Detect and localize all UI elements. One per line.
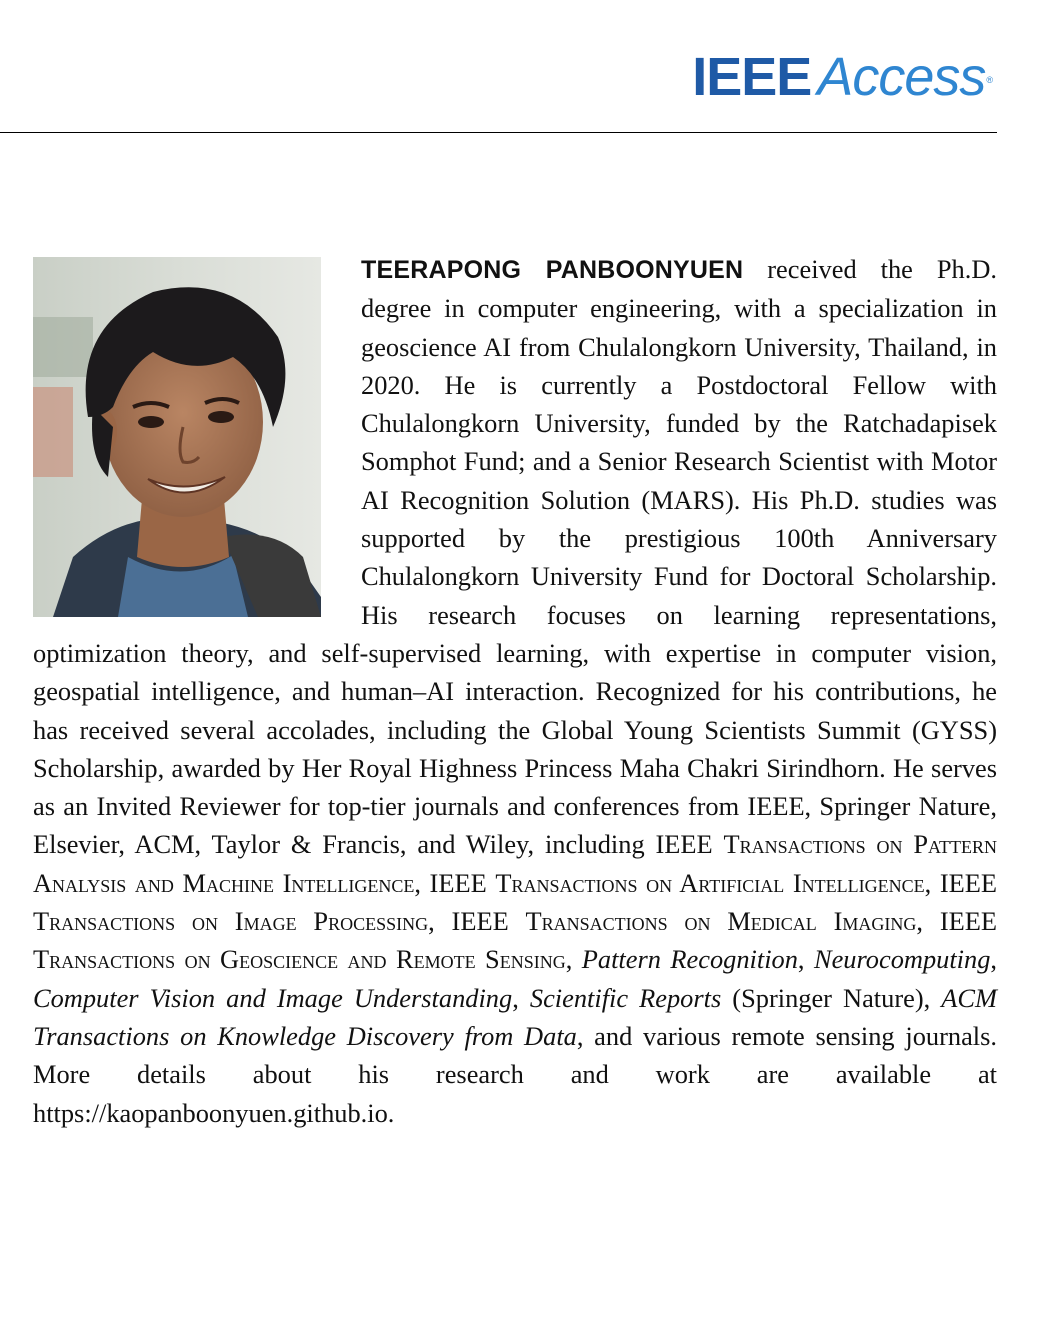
bio-text: ,	[565, 944, 582, 975]
ieee-access-logo	[692, 47, 992, 107]
journal-title-italic: Scientific Reports	[529, 982, 722, 1013]
bio-text: ,	[797, 944, 814, 975]
journal-title-italic: Neurocomputing	[813, 944, 991, 975]
author-portrait-icon	[33, 257, 321, 617]
page-header	[0, 0, 1044, 134]
journal-title: Transactions on Image Processing	[33, 906, 429, 937]
bio-text: , IEEE	[916, 906, 997, 937]
journal-title: Transactions on Medical Imaging	[525, 906, 917, 937]
bio-text: received the Ph.D. degree in computer engineering, with a specialization in geoscience AI from Chulalongkorn University, Thailand, in 2020. He is currently a Postdoctoral Fellow with Chulalongkorn University, funded by the Ratchadapisek Somphot Fund; and a Senior Research Scientist with Motor AI Recognition Solution (MARS). His Ph.D. studies was supported by the prestigious 100th Anniversary Chulalongkorn University Fund for Doctoral Scholarship. His research focuses on learning representations, optimization theory, and self-supervised learning, with expertise in computer vision, geospatial intelligence, and human–AI interaction. Recognized for his contributions, he has received several accolades, including the Global Young Scientists Summit (GYSS) Scholarship, awarded by Her Royal Highness Princess Maha Chakri Sirindhorn. He serves as an Invited Reviewer for top-tier journals and conferences from IEEE, Springer Nature, Elsevier, ACM, Taylor & Francis, and Wiley, including IEEE	[33, 254, 997, 860]
bio-text: , IEEE	[428, 906, 526, 937]
author-photo	[33, 257, 321, 617]
bio-text: , and various remote sensing journals. More details about his research and work are available at https://kaopanboonyuen.github.io.	[33, 1020, 997, 1128]
header-rule	[0, 132, 997, 133]
logo-ieee-text: IEEE	[692, 47, 812, 107]
author-name: TEERAPONG PANBOONYUEN	[361, 256, 744, 284]
bio-text: (Springer Nature),	[721, 982, 942, 1013]
journal-title: Transactions on Artificial Intelligence	[495, 867, 925, 898]
bio-text: ,	[990, 944, 998, 975]
logo-trademark: ®	[986, 75, 992, 85]
author-biography	[33, 250, 997, 1132]
journal-title-italic: Computer Vision and Image Understanding	[33, 982, 513, 1013]
journal-title: Transactions on Pattern Analysis and Machine Intelligence	[33, 829, 997, 898]
journal-title: Transactions on Geoscience and Remote Sensing	[33, 944, 566, 975]
bio-text: , IEEE	[924, 867, 997, 898]
bio-text: ,	[512, 982, 530, 1013]
bio-text: , IEEE	[414, 867, 496, 898]
logo-access-text: Access	[817, 47, 986, 107]
journal-title-italic: ACM Transactions on Knowledge Discovery from Data	[33, 982, 998, 1051]
journal-title-italic: Pattern Recognition	[581, 944, 798, 975]
